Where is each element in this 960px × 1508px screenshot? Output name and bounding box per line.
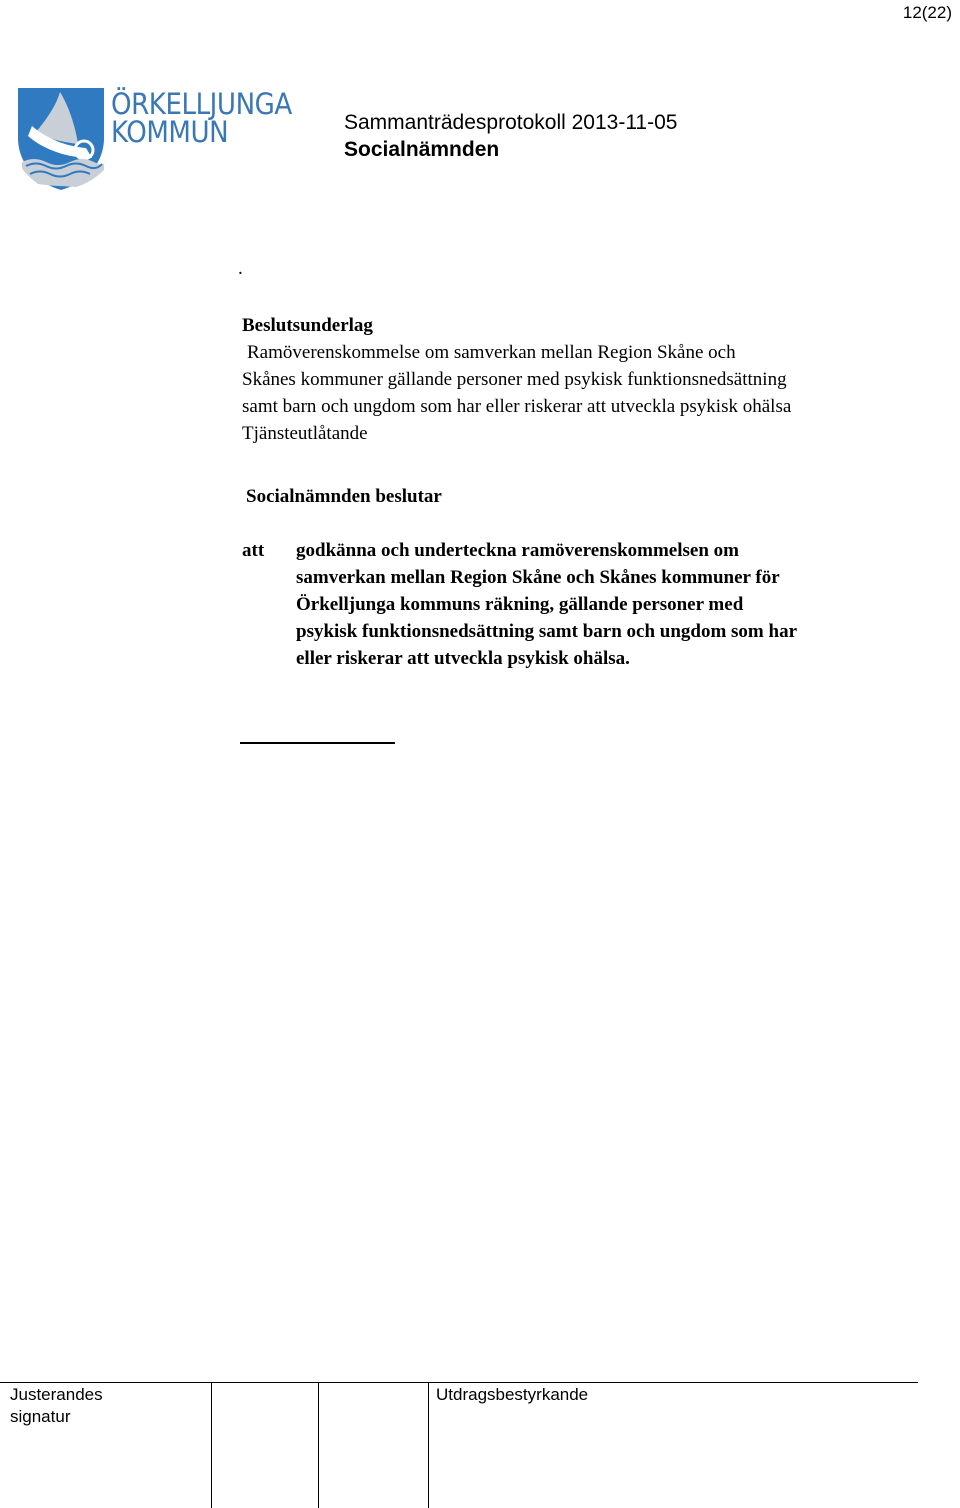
decision-basis-line: Ramöverenskommelse om samverkan mellan Region Skåne och	[247, 342, 736, 363]
justerandes-label-line1: Justerandes	[10, 1385, 103, 1404]
decision-line: godkänna och underteckna ramöverenskommelsen om	[296, 540, 739, 561]
committee-name: Socialnämnden	[344, 138, 500, 161]
footer-divider	[211, 1382, 212, 1508]
signature-footer	[0, 1382, 918, 1508]
coat-of-arms-icon	[16, 86, 108, 192]
decision-line: psykisk funktionsnedsättning samt barn och ungdom som har	[296, 621, 798, 642]
justerandes-label-line2: signatur	[10, 1407, 71, 1426]
document-title: Sammanträdesprotokoll 2013-11-05	[344, 111, 678, 134]
decision-text	[296, 537, 936, 672]
footer-divider	[318, 1382, 319, 1508]
footer-top-rule	[0, 1382, 918, 1383]
stray-dot: .	[238, 258, 243, 279]
municipality-logo	[16, 86, 291, 192]
decision-line: samverkan mellan Region Skåne och Skånes kommuner för	[296, 567, 780, 588]
decision-heading: Socialnämnden beslutar	[246, 486, 442, 507]
decision-line: Örkelljunga kommuns räkning, gällande personer med	[296, 594, 744, 615]
page-number: 12(22)	[902, 3, 952, 22]
decision-basis-line: Skånes kommuner gällande personer med psykisk funktionsnedsättning	[242, 369, 787, 390]
decision-line: eller riskerar att utveckla psykisk ohälsa.	[296, 648, 630, 669]
logo-text-line1: ÖRKELLJUNGA	[111, 87, 292, 121]
decision-basis-line: samt barn och ungdom som har eller riskerar att utveckla psykisk ohälsa	[242, 396, 792, 417]
utdragsbestyrkande-label: Utdragsbestyrkande	[436, 1385, 589, 1404]
logo-text-line2: KOMMUN	[111, 115, 229, 149]
end-rule	[240, 742, 395, 744]
decision-basis-line: Tjänsteutlåtande	[242, 423, 368, 444]
decision-basis-heading: Beslutsunderlag	[242, 315, 373, 336]
justerandes-signatur-label	[10, 1384, 103, 1428]
footer-divider	[428, 1382, 429, 1508]
att-label: att	[242, 540, 265, 561]
